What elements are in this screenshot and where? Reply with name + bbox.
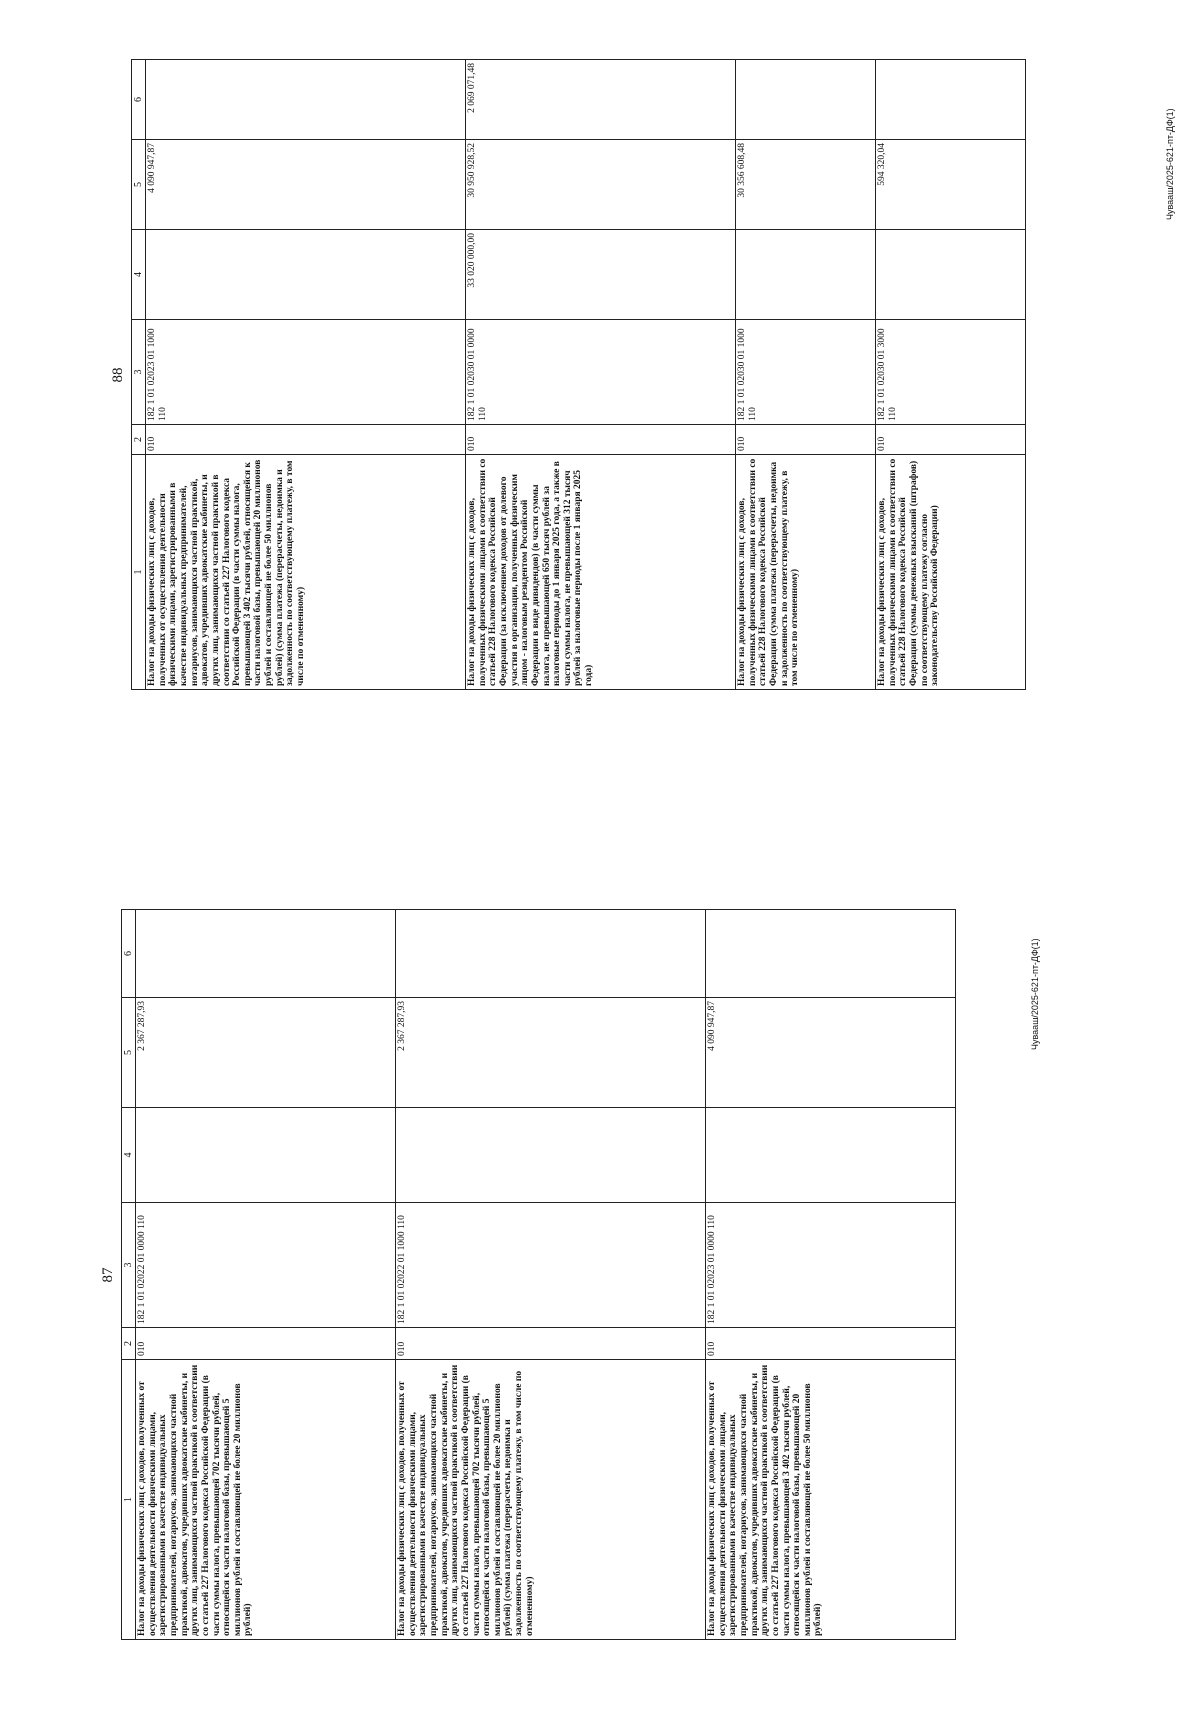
row-unexecuted bbox=[706, 910, 956, 998]
row-executed: 30 356 608,48 bbox=[736, 140, 876, 230]
row-approved bbox=[396, 1108, 706, 1203]
row-budget-code: 182 1 01 02022 01 0000 110 bbox=[136, 1203, 396, 1328]
page-87 bbox=[100, 910, 940, 1640]
row-unexecuted bbox=[136, 910, 396, 998]
col-header-4: 4 bbox=[132, 230, 146, 320]
row-description: Налог на доходы физических лиц с доходов, полученных физическими лицами в соответствии со статьей 228 Налогового кодекса Российской Федерации (за исключением доходов от долевого участия в организации, полученных физическим лицом - налоговым резидентом Российской Федерации в виде дивидендов) (в части суммы налога, не превышающей 650 тысяч рублей за налоговые периоды до 1 января 2025 года, а также в части суммы налога, не превышающей 312 тысяч рублей за налоговые периоды после 1 января 2025 года) bbox=[466, 455, 736, 690]
row-budget-code: 182 1 01 02022 01 1000 110 bbox=[396, 1203, 706, 1328]
row-description: Налог на доходы физических лиц с доходов, полученных от осуществления деятельности физическими лицами, зарегистрированными в качестве индивидуальных предпринимателей, нотариусов, занимающихся частной практикой, адвокатов, учредивших адвокатские кабинеты, и других лиц, занимающихся частной практикой в соответствии со статьей 227 Налогового кодекса Российской Федерации (в части суммы налога, превышающей 3 402 тысячи рублей, относящейся к части налоговой базы, превышающей 20 миллионов рублей и составляющей не более 50 миллионов рублей) (сумма платежа (перерасчеты, недоимка и задолженность по соответствующему платежу, в том числе по отмененному) bbox=[146, 455, 466, 690]
header-row bbox=[122, 910, 136, 1640]
table-row bbox=[876, 60, 1026, 690]
row-executed: 4 090 947,87 bbox=[706, 998, 956, 1108]
row-unexecuted bbox=[146, 60, 466, 140]
row-approved bbox=[146, 230, 466, 320]
table-row bbox=[396, 910, 706, 1640]
page-footer-87: Чувааш/2025-621-пт-ДФ(1) bbox=[1030, 938, 1040, 1050]
row-description: Налог на доходы физических лиц с доходов, полученных физическими лицами в соответствии со статьей 228 Налогового кодекса Российской Федерации (суммы денежных взысканий (штрафов) по соответствующему платежу согласно законодательству Российской Федерации) bbox=[876, 455, 1026, 690]
col-header-1: 1 bbox=[132, 455, 146, 690]
row-unexecuted bbox=[876, 60, 1026, 140]
col-header-3: 3 bbox=[132, 320, 146, 425]
row-unexecuted: 2 069 071,48 bbox=[466, 60, 736, 140]
revenue-table-87 bbox=[121, 909, 956, 1640]
row-budget-code: 182 1 01 02023 01 1000 110 bbox=[146, 320, 466, 425]
col-header-5: 5 bbox=[132, 140, 146, 230]
row-line-code: 010 bbox=[136, 1328, 396, 1360]
row-line-code: 010 bbox=[396, 1328, 706, 1360]
row-executed: 594 320,04 bbox=[876, 140, 1026, 230]
row-approved: 33 020 000,00 bbox=[466, 230, 736, 320]
row-budget-code: 182 1 01 02030 01 3000 110 bbox=[876, 320, 1026, 425]
page-88 bbox=[110, 60, 1050, 690]
row-line-code: 010 bbox=[876, 425, 1026, 455]
col-header-2: 2 bbox=[132, 425, 146, 455]
table-row bbox=[136, 910, 396, 1640]
row-line-code: 010 bbox=[736, 425, 876, 455]
row-line-code: 010 bbox=[466, 425, 736, 455]
row-executed: 2 367 287,93 bbox=[136, 998, 396, 1108]
header-row bbox=[132, 60, 146, 690]
row-approved bbox=[136, 1108, 396, 1203]
row-approved bbox=[706, 1108, 956, 1203]
revenue-table-88 bbox=[131, 59, 1026, 690]
row-executed: 4 090 947,87 bbox=[146, 140, 466, 230]
row-approved bbox=[876, 230, 1026, 320]
page-87-rotated bbox=[100, 910, 940, 1640]
row-unexecuted bbox=[396, 910, 706, 998]
row-line-code: 010 bbox=[706, 1328, 956, 1360]
table-row bbox=[736, 60, 876, 690]
col-header-1: 1 bbox=[122, 1360, 136, 1640]
row-description: Налог на доходы физических лиц с доходов, полученных от осуществления деятельности физическими лицами, зарегистрированными в качестве индивидуальных предпринимателей, нотариусов, занимающихся частной практикой, адвокатов, учредивших адвокатские кабинеты, и других лиц, занимающихся частной практикой в соответствии со статьей 227 Налогового кодекса Российской Федерации (в части суммы налога, превышающей 3 402 тысячи рублей, относящейся к части налоговой базы, превышающей 20 миллионов рублей и составляющей не более 50 миллионов рублей) bbox=[706, 1360, 956, 1640]
col-header-2: 2 bbox=[122, 1328, 136, 1360]
page-number: 88 bbox=[110, 367, 126, 383]
row-description: Налог на доходы физических лиц с доходов, полученных от осуществления деятельности физическими лицами, зарегистрированными в качестве индивидуальных предпринимателей, нотариусов, занимающихся частной практикой, адвокатов, учредивших адвокатские кабинеты, и других лиц, занимающихся частной практикой в соответствии со статьей 227 Налогового кодекса Российской Федерации (в части суммы налога, превышающей 702 тысячи рублей, относящейся к части налоговой базы, превышающей 5 миллионов рублей и составляющей не более 20 миллионов рублей) (сумма платежа (перерасчеты, недоимка и задолженность по соответствующему платежу, в том числе по отмененному) bbox=[396, 1360, 706, 1640]
col-header-3: 3 bbox=[122, 1203, 136, 1328]
page-88-rotated bbox=[110, 60, 1050, 690]
col-header-4: 4 bbox=[122, 1108, 136, 1203]
row-budget-code: 182 1 01 02023 01 0000 110 bbox=[706, 1203, 956, 1328]
row-line-code: 010 bbox=[146, 425, 466, 455]
table-row bbox=[146, 60, 466, 690]
row-unexecuted bbox=[736, 60, 876, 140]
row-budget-code: 182 1 01 02030 01 1000 110 bbox=[736, 320, 876, 425]
row-approved bbox=[736, 230, 876, 320]
row-description: Налог на доходы физических лиц с доходов, полученных от осуществления деятельности физическими лицами, зарегистрированными в качестве индивидуальных предпринимателей, нотариусов, занимающихся частной практикой, адвокатов, учредивших адвокатские кабинеты, и других лиц, занимающихся частной практикой в соответствии со статьей 227 Налогового кодекса Российской Федерации (в части суммы налога, превышающей 702 тысячи рублей, относящейся к части налоговой базы, превышающей 5 миллионов рублей и составляющей не более 20 миллионов рублей) bbox=[136, 1360, 396, 1640]
table-row bbox=[466, 60, 736, 690]
page-number: 87 bbox=[100, 1267, 116, 1283]
page-footer-88: Чувааш/2025-621-пт-ДФ(1) bbox=[1165, 108, 1175, 220]
col-header-6: 6 bbox=[132, 60, 146, 140]
table-row bbox=[706, 910, 956, 1640]
row-budget-code: 182 1 01 02030 01 0000 110 bbox=[466, 320, 736, 425]
col-header-5: 5 bbox=[122, 998, 136, 1108]
row-executed: 2 367 287,93 bbox=[396, 998, 706, 1108]
row-executed: 30 950 928,52 bbox=[466, 140, 736, 230]
col-header-6: 6 bbox=[122, 910, 136, 998]
row-description: Налог на доходы физических лиц с доходов, полученных физическими лицами в соответствии со статьей 228 Налогового кодекса Российской Федерации (сумма платежа (перерасчеты, недоимка и задолженность по соответствующему платежу, в том числе по отмененному) bbox=[736, 455, 876, 690]
